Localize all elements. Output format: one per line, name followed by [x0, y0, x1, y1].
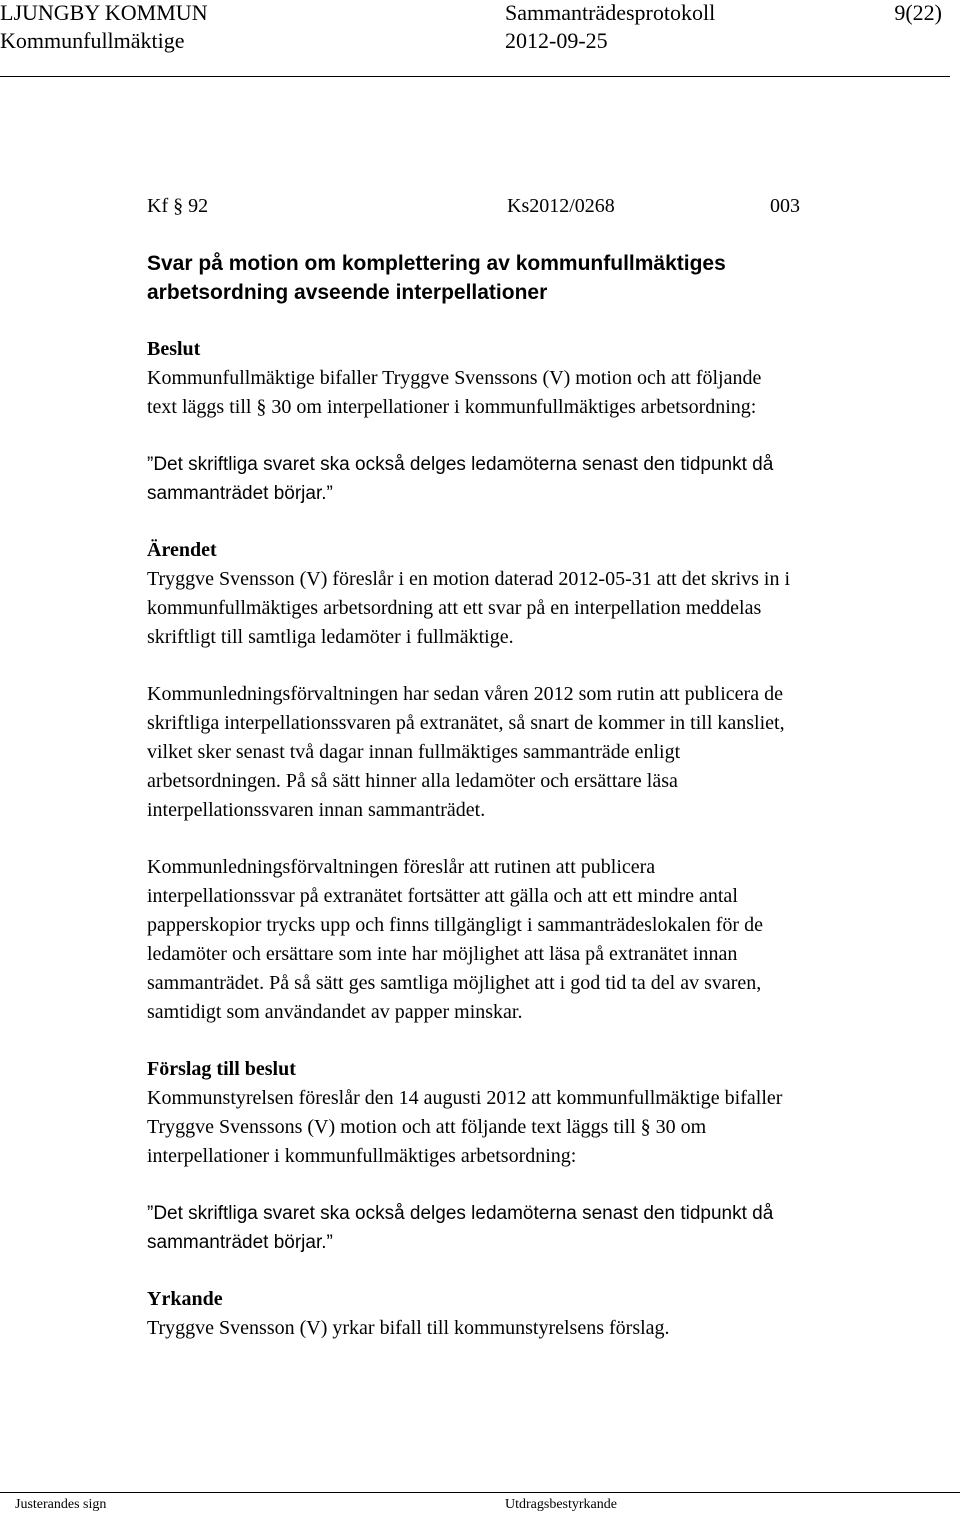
quoted-text — [147, 1199, 947, 1257]
text-line: skriftligt till samtliga ledamöter i fullmäktige. — [147, 626, 514, 648]
text-line: samtidigt som användandet av papper minskar. — [147, 1001, 523, 1023]
text-line: sammanträdet börjar.” — [147, 1232, 333, 1253]
decision-text — [147, 364, 947, 422]
text-line: interpellationer i kommunfullmäktiges arbetsordning: — [147, 1145, 577, 1167]
section-heading-yrkande: Yrkande — [147, 1288, 223, 1310]
text-line: skriftliga interpellationssvaren på extranätet, så snart de kommer in till kansliet, — [147, 712, 785, 734]
text-line: text läggs till § 30 om interpellationer i kommunfullmäktiges arbetsordning: — [147, 396, 757, 418]
case-paragraph — [147, 853, 947, 1027]
document-type: Sammanträdesprotokoll — [505, 0, 716, 25]
title-line: arbetsordning avseende interpellationer — [147, 281, 548, 304]
section-heading-forslag: Förslag till beslut — [147, 1058, 296, 1080]
text-line: sammanträdet börjar.” — [147, 483, 333, 504]
header-divider — [0, 76, 950, 77]
text-line: interpellationssvar på extranätet fortsätter att gälla och att ett mindre antal — [147, 885, 738, 907]
case-reference-row — [147, 192, 947, 221]
case-paragraph — [147, 680, 947, 825]
paragraph-number: Kf § 92 — [147, 195, 209, 217]
archive-code: 003 — [770, 195, 800, 217]
text-line: sammanträdet. På så sätt ges samtliga möjlighet att i god tid ta del av svaren, — [147, 972, 762, 994]
signature-label: Justerandes sign — [15, 1497, 107, 1512]
section-heading-arendet: Ärendet — [147, 539, 217, 561]
text-line: Tryggve Svensson (V) föreslår i en motion daterad 2012-05-31 att det skrivs in i — [147, 568, 791, 590]
page-number: 9(22) — [894, 0, 942, 25]
assembly-name: Kommunfullmäktige — [0, 28, 185, 53]
text-line: Kommunstyrelsen föreslår den 14 augusti 2012 att kommunfullmäktige bifaller — [147, 1087, 783, 1109]
footer-divider — [0, 1492, 960, 1493]
text-line: Kommunledningsförvaltningen föreslår att rutinen att publicera — [147, 856, 656, 878]
text-line: ”Det skriftliga svaret ska också delges ledamöterna senast den tidpunkt då — [147, 454, 774, 475]
text-line: ledamöter och ersättare som inte har möjlighet att läsa på extranätet innan — [147, 943, 738, 965]
text-line: kommunfullmäktiges arbetsordning att ett svar på en interpellation meddelas — [147, 597, 762, 619]
document-title — [147, 249, 947, 307]
title-line: Svar på motion om komplettering av kommunfullmäktiges — [147, 252, 726, 275]
text-line: ”Det skriftliga svaret ska också delges ledamöterna senast den tidpunkt då — [147, 1203, 774, 1224]
text-line: Kommunfullmäktige bifaller Tryggve Svenssons (V) motion och att följande — [147, 367, 762, 389]
proposal-text — [147, 1084, 947, 1171]
certification-label: Utdragsbestyrkande — [505, 1497, 617, 1512]
text-line: Tryggve Svenssons (V) motion och att följande text läggs till § 30 om — [147, 1116, 707, 1138]
text-line: interpellationssvaren innan sammanträdet. — [147, 799, 486, 821]
text-line: papperskopior trycks upp och finns tillgängligt i sammanträdeslokalen för de — [147, 914, 763, 936]
text-line: arbetsordningen. På så sätt hinner alla ledamöter och ersättare läsa — [147, 770, 678, 792]
section-heading-beslut: Beslut — [147, 338, 201, 360]
case-number: Ks2012/0268 — [507, 195, 615, 217]
meeting-date: 2012-09-25 — [505, 28, 608, 53]
text-line: vilket sker senast två dagar innan fullmäktiges sammanträde enligt — [147, 741, 681, 763]
municipality-name: LJUNGBY KOMMUN — [0, 0, 208, 25]
quoted-text — [147, 450, 947, 508]
text-line: Tryggve Svensson (V) yrkar bifall till kommunstyrelsens förslag. — [147, 1317, 670, 1339]
motion-text — [147, 1314, 947, 1343]
text-line: Kommunledningsförvaltningen har sedan våren 2012 som rutin att publicera de — [147, 683, 783, 705]
document-body — [147, 192, 947, 1343]
case-paragraph — [147, 565, 947, 652]
